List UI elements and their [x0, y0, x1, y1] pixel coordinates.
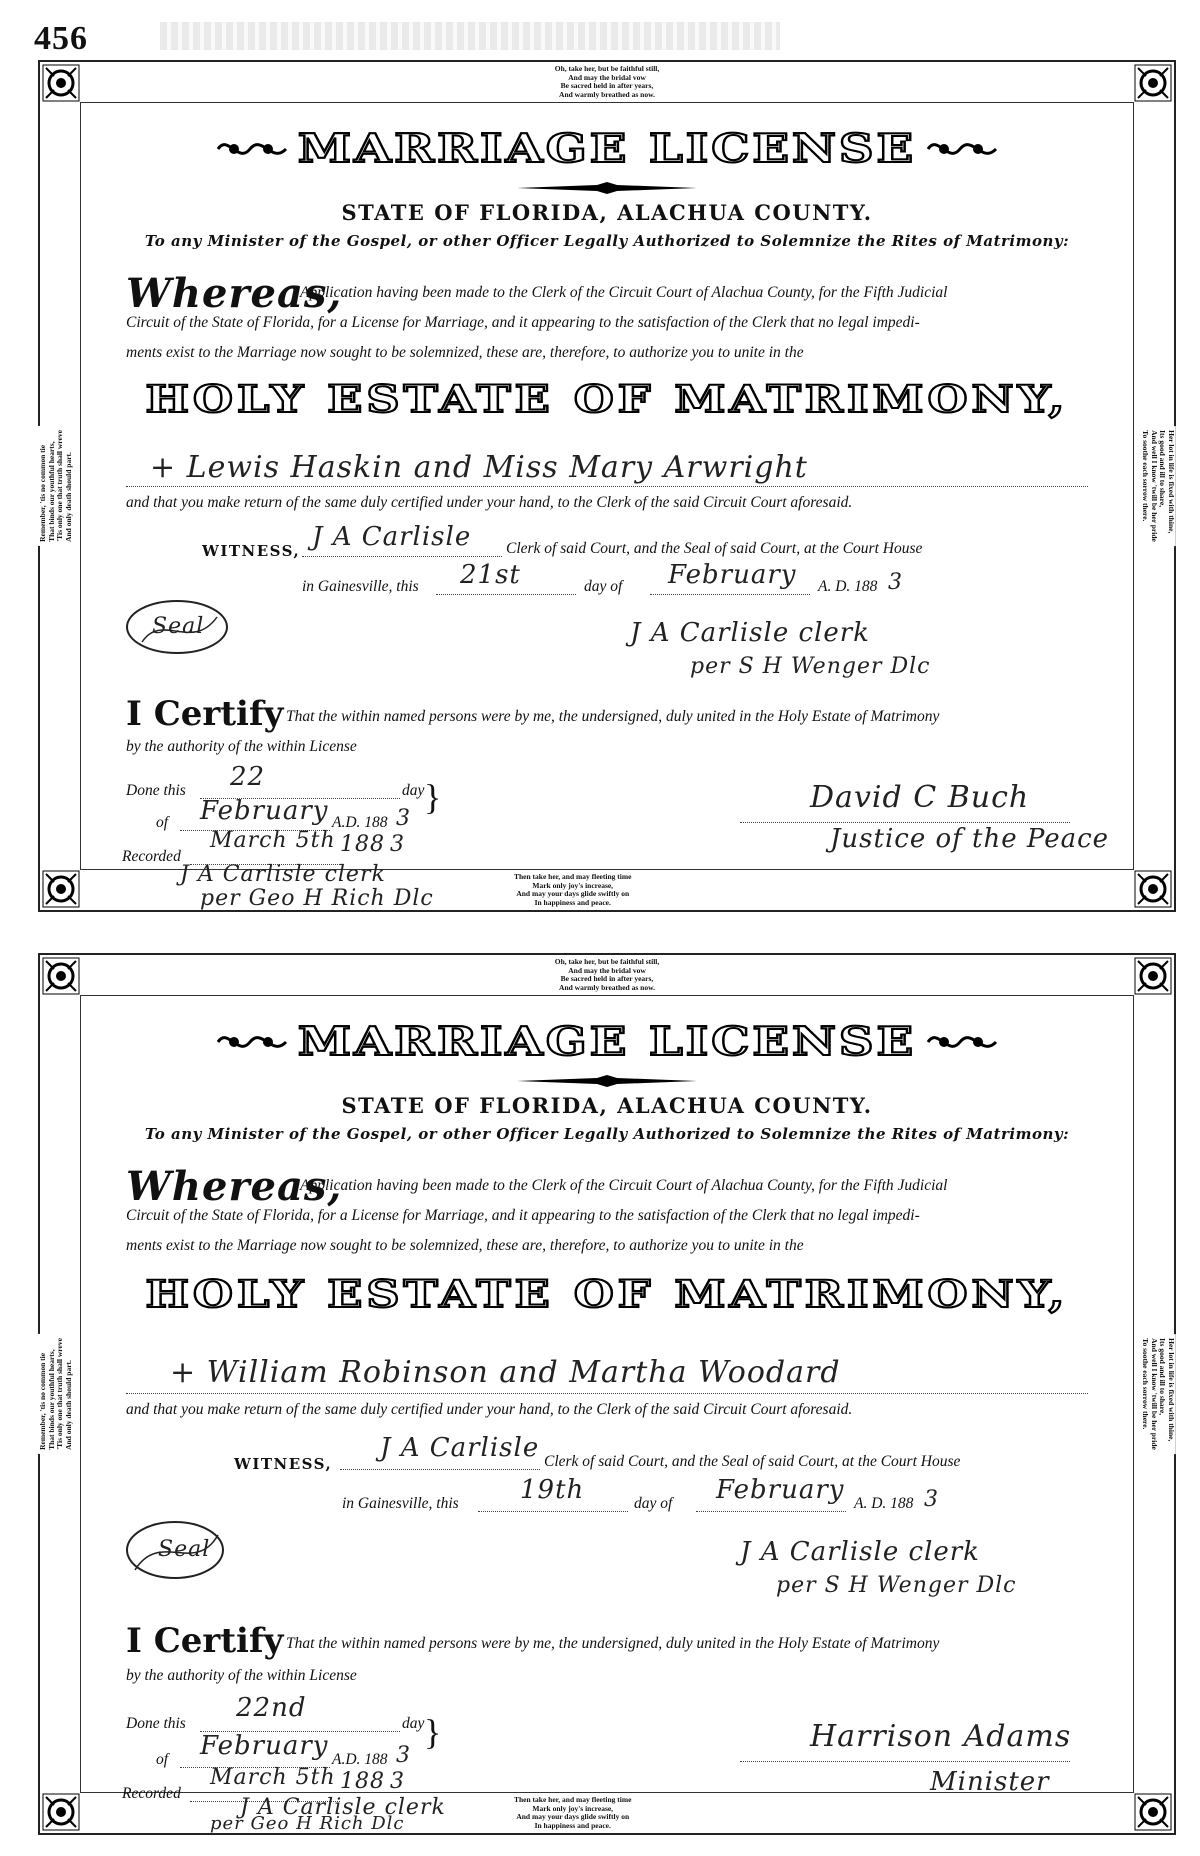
- poem-line: Then take her, and may fleeting time: [514, 872, 632, 881]
- seal-text: Seal: [158, 1537, 211, 1562]
- recorded-label: Recorded: [122, 1785, 181, 1802]
- license-month: February: [668, 560, 797, 590]
- of-label: of: [156, 814, 169, 831]
- day-label: day: [402, 782, 425, 799]
- poem-bottom: [510, 1795, 635, 1831]
- clerk-signature: J A Carlisle clerk: [740, 1537, 980, 1567]
- address-line: To any Minister of the Gospel, or other Officer Legally Authorized to Solemnize the Rites of Matrimony:: [144, 232, 1070, 250]
- poem-line: Its good and ill to share,: [1158, 1338, 1168, 1416]
- done-year-digit: 3: [396, 806, 411, 831]
- officiant-title: Minister: [930, 1767, 1050, 1797]
- preamble-line: Application having been made to the Clerk of the Circuit Court of Alachua County, for the Fifth Judicial: [300, 284, 948, 301]
- bleed-through-smudge: [160, 22, 780, 50]
- gainesville-text: in Gainesville, this: [302, 578, 419, 595]
- state-line: STATE OF FLORIDA, ALACHUA COUNTY.: [341, 200, 873, 225]
- license-year-digit: 3: [888, 570, 903, 595]
- officiant-signature: David C Buch: [810, 780, 1030, 815]
- corner-ornament-icon: [1134, 64, 1172, 102]
- corner-ornament-icon: [1134, 957, 1172, 995]
- brace: }: [424, 777, 442, 817]
- corner-ornament-icon: [42, 870, 80, 908]
- poem-line: And warmly breathed as now.: [559, 982, 655, 992]
- witness-line: [340, 1469, 540, 1470]
- poem-line: Be sacred held in after years,: [560, 974, 654, 983]
- license-day: 19th: [520, 1475, 585, 1505]
- witness-label: WITNESS,: [234, 1455, 333, 1473]
- clerk-signature: J A Carlisle clerk: [630, 618, 870, 648]
- poem-line: And well I know 'twill be her pride: [1150, 1338, 1160, 1450]
- poem-line: And only death should part.: [63, 1360, 73, 1450]
- license-month: February: [716, 1475, 845, 1505]
- day-line: [436, 594, 576, 595]
- corner-ornament-icon: [42, 1793, 80, 1831]
- license-day: 21st: [460, 560, 521, 590]
- poem-left: [38, 426, 74, 546]
- clerk-deputy-signature: per S H Wenger Dlc: [776, 1573, 1017, 1598]
- holy-estate-title: HOLY ESTATE OF MATRIMONY,: [40, 1272, 1174, 1316]
- recorded-year-digit: 3: [390, 832, 405, 857]
- month-line: [650, 594, 810, 595]
- ad-text: A. D. 188: [854, 1495, 914, 1512]
- scroll-ornament-icon: [926, 1025, 998, 1059]
- whereas-word: Whereas,: [126, 270, 343, 317]
- poem-line: In happiness and peace.: [534, 1820, 611, 1830]
- officiant-title: Justice of the Peace: [830, 824, 1110, 854]
- license-title: MARRIAGE LICENSE: [288, 1019, 926, 1065]
- done-day: 22nd: [236, 1693, 307, 1723]
- recorded-year-prefix: 188: [340, 1769, 385, 1794]
- corner-ornament-icon: [1134, 1793, 1172, 1831]
- certify-text: That the within named persons were by me, the undersigned, duly united in the Holy Estate of Matrimony: [286, 708, 940, 725]
- poem-line: 'Tis only one that truth shall wreve: [54, 430, 64, 542]
- witness-signature: J A Carlisle: [312, 522, 472, 552]
- poem-line: Oh, take her, but be faithful still,: [554, 957, 660, 966]
- license-title: MARRIAGE LICENSE: [288, 126, 926, 172]
- corner-ornament-icon: [42, 64, 80, 102]
- preamble-line: Circuit of the State of Florida, for a License for Marriage, and it appearing to the satisfaction of the Clerk that no legal impedi-: [126, 314, 920, 331]
- officiant-line: [740, 822, 1070, 823]
- license-heading: [160, 1013, 1054, 1071]
- poem-bottom: [510, 872, 635, 908]
- poem-top: [551, 957, 664, 993]
- names-line: [126, 486, 1088, 487]
- poem-line: That binds our youthful hearts,: [46, 1349, 56, 1450]
- scroll-ornament-icon: [926, 132, 998, 166]
- license-year-digit: 3: [924, 1487, 939, 1512]
- ad-short-label: A.D. 188: [332, 814, 388, 831]
- poem-line: In happiness and peace.: [534, 897, 611, 907]
- poem-line: Then take her, and may fleeting time: [514, 1795, 632, 1804]
- whereas-word: Whereas,: [126, 1163, 343, 1210]
- poem-line: Mark only joy's increase,: [532, 880, 614, 890]
- marriage-license-1: [38, 60, 1176, 912]
- of-label: of: [156, 1751, 169, 1768]
- preamble-line: Application having been made to the Clerk of the Circuit Court of Alachua County, for the Fifth Judicial: [300, 1177, 948, 1194]
- marriage-license-2: [38, 953, 1176, 1835]
- address-line: To any Minister of the Gospel, or other Officer Legally Authorized to Solemnize the Rites of Matrimony:: [144, 1125, 1070, 1143]
- corner-ornament-icon: [42, 957, 80, 995]
- recording-clerk-deputy: per Geo H Rich Dlc: [210, 1813, 405, 1834]
- preamble-line: ments exist to the Marriage now sought to be solemnized, these are, therefore, to authorize you to unite in the: [126, 344, 804, 361]
- gainesville-text: in Gainesville, this: [342, 1495, 459, 1512]
- certify-word: I Certify: [126, 694, 284, 734]
- license-heading: [160, 120, 1054, 178]
- poem-line: To soothe each sorrow there.: [1141, 430, 1151, 522]
- preamble-line: ments exist to the Marriage now sought to be solemnized, these are, therefore, to authorize you to unite in the: [126, 1237, 804, 1254]
- corner-ornament-icon: [1134, 870, 1172, 908]
- poem-line: To soothe each sorrow there.: [1141, 1338, 1151, 1430]
- ad-text: A. D. 188: [818, 578, 878, 595]
- recorded-label: Recorded: [122, 848, 181, 865]
- witness-line: [302, 556, 502, 557]
- day-line: [478, 1511, 628, 1512]
- witness-label: WITNESS,: [202, 542, 301, 560]
- page-number: 456: [34, 20, 88, 57]
- done-month: February: [200, 1731, 329, 1761]
- couple-names: + William Robinson and Martha Woodard: [170, 1355, 841, 1390]
- recording-clerk-signature: J A Carlisle clerk: [240, 1795, 446, 1820]
- authority-text: by the authority of the within License: [126, 738, 357, 755]
- brace: }: [424, 1712, 442, 1752]
- poem-line: Mark only joy's increase,: [532, 1803, 614, 1813]
- poem-line: And may the bridal vow: [568, 965, 646, 975]
- poem-line: Her lot in life is fixed with thine,: [1167, 430, 1177, 534]
- done-this-label: Done this: [126, 782, 186, 799]
- poem-line: And may the bridal vow: [568, 72, 646, 82]
- poem-left: [38, 1334, 74, 1454]
- done-day: 22: [230, 762, 266, 792]
- certify-word: I Certify: [126, 1621, 284, 1661]
- recorded-year-digit: 3: [390, 1769, 405, 1794]
- divider-rule: [517, 1075, 697, 1087]
- state-line: STATE OF FLORIDA, ALACHUA COUNTY.: [341, 1093, 873, 1118]
- preamble-line: Circuit of the State of Florida, for a License for Marriage, and it appearing to the satisfaction of the Clerk that no legal impedi-: [126, 1207, 920, 1224]
- poem-line: 'Tis only one that truth shall wreve: [54, 1338, 64, 1450]
- recording-clerk-deputy: per Geo H Rich Dlc: [200, 886, 434, 911]
- recorded-date: March 5th: [210, 828, 336, 853]
- month-line: [696, 1511, 846, 1512]
- poem-line: And may your days glide swiftly on: [516, 889, 630, 898]
- certify-text: That the within named persons were by me, the undersigned, duly united in the Holy Estate of Matrimony: [286, 1635, 940, 1652]
- poem-line: And well I know 'twill be her pride: [1150, 430, 1160, 542]
- ad-short-label: A.D. 188: [332, 1751, 388, 1768]
- couple-names: + Lewis Haskin and Miss Mary Arwright: [150, 450, 808, 485]
- poem-line: And warmly breathed as now.: [559, 89, 655, 99]
- clerk-text: Clerk of said Court, and the Seal of said Court, at the Court House: [506, 540, 923, 557]
- done-month: February: [200, 796, 329, 826]
- witness-signature: J A Carlisle: [380, 1433, 540, 1463]
- scroll-ornament-icon: [216, 1025, 288, 1059]
- day-of-text: day of: [584, 578, 623, 595]
- authority-text: by the authority of the within License: [126, 1667, 357, 1684]
- poem-right: [1140, 426, 1176, 546]
- poem-line: Remember, 'tis no common tie: [37, 444, 47, 542]
- officiant-line: [740, 1761, 1070, 1762]
- poem-line: Her lot in life is fixed with thine,: [1167, 1338, 1177, 1442]
- holy-estate-title: HOLY ESTATE OF MATRIMONY,: [40, 377, 1174, 421]
- poem-line: And only death should part.: [63, 452, 73, 542]
- recording-clerk-signature: J A Carlisle clerk: [180, 862, 386, 887]
- seal-text: Seal: [152, 614, 205, 639]
- poem-line: Remember, 'tis no common tie: [37, 1352, 47, 1450]
- done-year-digit: 3: [396, 1743, 411, 1768]
- poem-line: Oh, take her, but be faithful still,: [554, 64, 660, 73]
- recorded-date: March 5th: [210, 1765, 336, 1790]
- day-label: day: [402, 1715, 425, 1732]
- clerk-text: Clerk of said Court, and the Seal of said Court, at the Court House: [544, 1453, 961, 1470]
- poem-top: [551, 64, 664, 100]
- recorded-year-prefix: 188: [340, 832, 385, 857]
- names-line: [126, 1393, 1088, 1394]
- poem-line: Its good and ill to share,: [1158, 430, 1168, 508]
- poem-line: That binds our youthful hearts,: [46, 441, 56, 542]
- officiant-signature: Harrison Adams: [810, 1719, 1072, 1754]
- return-text: and that you make return of the same duly certified under your hand, to the Clerk of the said Circuit Court aforesaid.: [126, 494, 853, 511]
- scroll-ornament-icon: [216, 132, 288, 166]
- divider-rule: [517, 182, 697, 194]
- clerk-deputy-signature: per S H Wenger Dlc: [690, 654, 931, 679]
- done-this-label: Done this: [126, 1715, 186, 1732]
- return-text: and that you make return of the same duly certified under your hand, to the Clerk of the said Circuit Court aforesaid.: [126, 1401, 853, 1418]
- poem-line: Be sacred held in after years,: [560, 81, 654, 90]
- poem-right: [1140, 1334, 1176, 1454]
- day-of-text: day of: [634, 1495, 673, 1512]
- poem-line: And may your days glide swiftly on: [516, 1812, 630, 1821]
